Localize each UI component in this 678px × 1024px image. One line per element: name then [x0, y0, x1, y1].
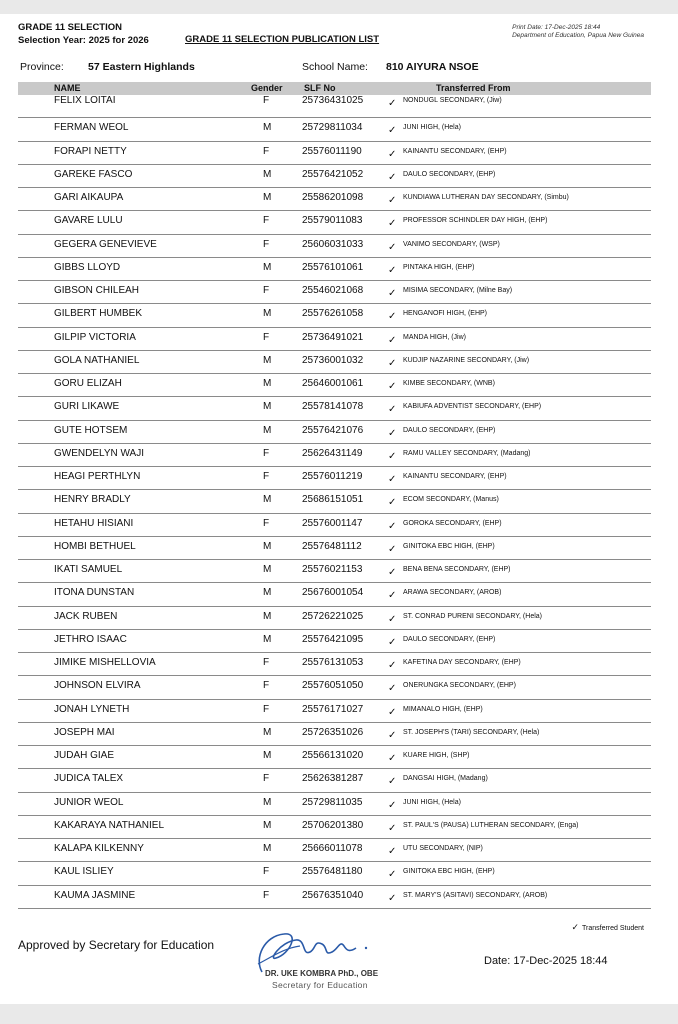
student-gender: M: [263, 633, 272, 645]
table-row: [18, 560, 651, 583]
transferred-from: RAMU VALLEY SECONDARY, (Madang): [403, 449, 531, 457]
table-row: [18, 676, 651, 699]
approval-text: Approved by Secretary for Education: [18, 938, 215, 952]
column-header-gender: Gender: [251, 83, 283, 93]
student-name: GIBSON CHILEAH: [54, 285, 140, 296]
student-gender: F: [263, 866, 270, 878]
transferred-from: VANIMO SECONDARY, (WSP): [403, 240, 500, 248]
province-value: 57 Eastern Highlands: [88, 61, 195, 73]
student-name: KALAPA KILKENNY: [54, 843, 144, 854]
slf-number: 25546021068: [302, 285, 364, 296]
slf-number: 25736491021: [302, 331, 364, 343]
student-name: JONAH LYNETH: [54, 703, 130, 715]
table-row: [18, 769, 651, 792]
approval-date: Date: 17-Dec-2025 18:44: [484, 955, 608, 967]
table-row: [18, 537, 651, 560]
checkmark-icon: ✓: [388, 148, 397, 160]
student-name: KAKARAYA NATHANIEL: [54, 819, 165, 831]
slf-number: 25576131053: [302, 657, 364, 668]
checkmark-icon: ✓: [388, 799, 397, 811]
slf-number: 25566131020: [302, 750, 364, 761]
slf-number: 25576481180: [302, 866, 363, 878]
checkmark-icon: ✓: [388, 125, 397, 137]
table-row: [18, 746, 651, 769]
table-row: [18, 467, 651, 490]
transferred-from: ST. PAUL'S (PAUSA) LUTHERAN SECONDARY, (Enga): [403, 821, 579, 829]
checkmark-icon: ✓: [388, 264, 397, 276]
slf-number: 25578141078: [302, 401, 364, 413]
column-header-slf: SLF No: [304, 83, 336, 93]
student-name: HEAGI PERTHLYN: [54, 471, 141, 482]
transferred-from: HENGANOFI HIGH, (EHP): [403, 310, 488, 318]
transferred-from: KUNDIAWA LUTHERAN DAY SECONDARY, (Simbu): [403, 194, 569, 201]
checkmark-icon: ✓: [388, 404, 397, 416]
student-gender: F: [263, 773, 270, 785]
checkmark-icon: ✓: [388, 241, 397, 253]
student-name: GEGERA GENEVIEVE: [54, 238, 157, 250]
student-gender: M: [263, 587, 272, 599]
table-row: [18, 862, 651, 885]
legend-text: Transferred Student: [582, 925, 644, 932]
slf-number: 25576261058: [302, 308, 364, 320]
selection-year-value: 2025 for 2026: [88, 35, 149, 46]
student-gender: F: [263, 703, 270, 715]
school-label: School Name:: [302, 61, 368, 73]
student-name: GAREKE FASCO: [54, 168, 133, 180]
slf-number: 25726351026: [302, 726, 364, 738]
checkmark-icon: ✓: [388, 729, 397, 741]
student-name: GUTE HOTSEM: [54, 424, 128, 436]
student-gender: M: [263, 192, 272, 203]
student-gender: F: [263, 471, 270, 482]
student-name: JIMIKE MISHELLOVIA: [54, 657, 156, 668]
student-gender: M: [263, 261, 272, 273]
checkmark-icon: ✓: [388, 660, 397, 671]
checkmark-icon: ✓: [388, 869, 397, 881]
slf-number: 25576421052: [302, 168, 364, 180]
checkmark-icon: ✓: [388, 98, 397, 109]
table-row: [18, 490, 651, 513]
transferred-from: KIMBE SECONDARY, (WNB): [403, 380, 495, 387]
checkmark-icon: ✓: [388, 357, 397, 369]
signer-name: DR. UKE KOMBRA PhD., OBE: [265, 969, 379, 978]
table-row: [18, 281, 651, 304]
slf-number: 25706201380: [302, 819, 364, 831]
student-gender: M: [263, 564, 272, 575]
checkmark-icon: ✓: [388, 171, 397, 183]
student-name: GWENDELYN WAJI: [54, 447, 145, 459]
transferred-from: ECOM SECONDARY, (Manus): [403, 496, 499, 504]
student-gender: M: [263, 308, 272, 320]
student-gender: M: [263, 796, 272, 808]
student-gender: F: [263, 680, 270, 692]
transferred-from: JUNI HIGH, (Hela): [403, 798, 461, 806]
student-name: KAUMA JASMINE: [54, 889, 136, 901]
transferred-from: MANDA HIGH, (Jiw): [403, 333, 466, 341]
transferred-from: NONDUGL SECONDARY, (Jiw): [403, 97, 502, 104]
checkmark-icon: ✓: [388, 288, 397, 299]
checkmark-icon: ✓: [388, 474, 397, 485]
student-name: HOMBI BETHUEL: [54, 540, 136, 552]
table-row: [18, 304, 651, 327]
transferred-from: DAULO SECONDARY, (EHP): [403, 426, 496, 434]
slf-number: 25586201098: [302, 192, 364, 203]
student-name: GIBBS LLOYD: [54, 261, 121, 273]
transferred-from: GINITOKA EBC HIGH, (EHP): [403, 542, 495, 550]
slf-number: 25576051050: [302, 680, 364, 692]
checkmark-icon: ✓: [388, 753, 397, 764]
checkmark-icon: ✓: [388, 381, 397, 392]
checkmark-icon: ✓: [571, 922, 579, 932]
student-name: GURI LIKAWE: [54, 401, 120, 413]
table-row: [18, 723, 651, 746]
checkmark-icon: ✓: [388, 218, 397, 230]
student-name: JACK RUBEN: [54, 610, 118, 622]
student-name: GARI AIKAUPA: [54, 192, 124, 203]
student-name: GORU ELIZAH: [54, 378, 122, 389]
publication-title: GRADE 11 SELECTION PUBLICATION LIST: [185, 34, 380, 45]
slf-number: 25576001147: [302, 517, 363, 529]
student-name: GAVARE LULU: [54, 215, 123, 227]
checkmark-icon: ✓: [388, 636, 397, 648]
student-name: KAUL ISLIEY: [54, 866, 114, 878]
student-name: FORAPI NETTY: [54, 145, 127, 157]
slf-number: 25576481112: [302, 540, 362, 552]
transferred-from: UTU SECONDARY, (NIP): [403, 845, 483, 852]
checkmark-icon: ✓: [388, 822, 397, 834]
table-row: [18, 630, 651, 653]
student-gender: M: [263, 494, 272, 506]
transferred-from: PROFESSOR SCHINDLER DAY HIGH, (EHP): [403, 217, 548, 225]
slf-number: 25736001032: [302, 354, 364, 366]
transferred-from: ST. MARY'S (ASITAVI) SECONDARY, (AROB): [403, 891, 548, 899]
table-row: [18, 142, 651, 165]
selection-year-label: Selection Year:: [18, 35, 86, 46]
table-row: [18, 165, 651, 188]
student-name: JETHRO ISAAC: [54, 633, 127, 645]
print-date: Print Date: 17-Dec-2025 18:44: [512, 24, 601, 31]
student-name: IKATI SAMUEL: [54, 564, 123, 575]
student-gender: F: [263, 215, 270, 227]
slf-number: 25579011083: [302, 215, 363, 227]
checkmark-icon: ✓: [388, 311, 397, 323]
table-row: [18, 328, 651, 351]
document-header: [18, 21, 149, 47]
student-name: JUNIOR WEOL: [54, 796, 124, 808]
slf-number: 25576421095: [302, 633, 364, 645]
student-gender: M: [263, 122, 272, 134]
slf-number: 25729811035: [302, 796, 363, 808]
checkmark-icon: ✓: [388, 543, 397, 555]
student-gender: F: [263, 331, 270, 343]
slf-number: 25626431149: [302, 447, 363, 459]
student-table: [18, 95, 651, 909]
slf-number: 25606031033: [302, 238, 364, 250]
student-gender: M: [263, 168, 272, 180]
student-name: HETAHU HISIANI: [54, 517, 134, 529]
student-gender: F: [263, 657, 270, 668]
print-info: [512, 24, 644, 40]
table-row: [18, 397, 651, 420]
checkmark-icon: ✓: [388, 427, 397, 439]
slf-number: 25576021153: [302, 564, 363, 575]
student-name: JUDICA TALEX: [54, 773, 124, 785]
transferred-from: KAFETINA DAY SECONDARY, (EHP): [403, 659, 521, 666]
student-gender: M: [263, 354, 272, 366]
student-gender: M: [263, 843, 272, 854]
department-name: Department of Education, Papua New Guinea: [512, 32, 644, 39]
student-gender: M: [263, 540, 272, 552]
table-row: [18, 653, 651, 676]
transferred-from: MIMANALO HIGH, (EHP): [403, 705, 483, 713]
slf-number: 25686151051: [302, 494, 364, 506]
table-row: [18, 258, 651, 281]
checkmark-icon: ✓: [388, 334, 397, 346]
table-row: [18, 816, 651, 839]
transferred-from: ST. CONRAD PURENI SECONDARY, (Hela): [403, 612, 542, 620]
table-row: [18, 793, 651, 816]
student-name: GILBERT HUMBEK: [54, 308, 142, 320]
transferred-from: BENA BENA SECONDARY, (EHP): [403, 566, 511, 573]
student-gender: F: [263, 447, 270, 459]
checkmark-icon: ✓: [388, 892, 397, 904]
slf-number: 25626381287: [302, 773, 364, 785]
student-gender: F: [263, 285, 270, 296]
student-gender: M: [263, 378, 272, 389]
transferred-from: KAINANTU SECONDARY, (EHP): [403, 473, 507, 480]
table-row: [18, 886, 651, 909]
student-gender: M: [263, 819, 272, 831]
slf-number: 25576171027: [302, 703, 364, 715]
checkmark-icon: ✓: [388, 846, 397, 857]
table-row: [18, 374, 651, 397]
student-gender: F: [263, 145, 270, 157]
document-page: [0, 14, 678, 1004]
transferred-from: ONERUNGKA SECONDARY, (EHP): [403, 682, 516, 690]
checkmark-icon: ✓: [388, 450, 397, 462]
slf-number: 25676001054: [302, 587, 364, 599]
transferred-from: PINTAKA HIGH, (EHP): [403, 263, 475, 271]
slf-number: 25666011078: [302, 843, 363, 854]
table-row: [18, 235, 651, 258]
student-gender: F: [263, 517, 270, 529]
school-value: 810 AIYURA NSOE: [386, 61, 479, 73]
signer-title: Secretary for Education: [272, 980, 368, 990]
table-header: [18, 82, 651, 95]
transferred-from: MISIMA SECONDARY, (Milne Bay): [403, 287, 513, 294]
slf-number: 25736431025: [302, 95, 364, 106]
table-row: [18, 351, 651, 374]
column-header-name: NAME: [54, 83, 81, 93]
table-row: [18, 700, 651, 723]
transferred-from: GINITOKA EBC HIGH, (EHP): [403, 868, 495, 876]
slf-number: 25729811034: [302, 122, 363, 134]
student-name: JOHNSON ELVIRA: [54, 680, 141, 692]
student-gender: F: [263, 889, 270, 901]
student-gender: M: [263, 610, 272, 622]
checkmark-icon: ✓: [388, 497, 397, 509]
legend: [571, 922, 644, 933]
transferred-from: DAULO SECONDARY, (EHP): [403, 170, 496, 178]
student-name: HENRY BRADLY: [54, 494, 131, 506]
transferred-from: KUDJIP NAZARINE SECONDARY, (Jiw): [403, 356, 530, 364]
transferred-from: KAINANTU SECONDARY, (EHP): [403, 147, 507, 155]
student-gender: F: [263, 95, 270, 106]
student-name: FERMAN WEOL: [54, 122, 129, 134]
slf-number: 25576421076: [302, 424, 364, 436]
student-name: GOLA NATHANIEL: [54, 354, 140, 366]
checkmark-icon: ✓: [388, 520, 397, 532]
selection-year: [18, 34, 149, 47]
table-row: [18, 839, 651, 862]
table-row: [18, 211, 651, 234]
student-gender: M: [263, 726, 272, 738]
slf-number: 25726221025: [302, 610, 364, 622]
student-gender: M: [263, 401, 272, 413]
table-row: [18, 188, 651, 211]
checkmark-icon: ✓: [388, 706, 397, 718]
transferred-from: JUNI HIGH, (Hela): [403, 124, 461, 132]
transferred-from: DAULO SECONDARY, (EHP): [403, 635, 496, 643]
transferred-from: KABIUFA ADVENTIST SECONDARY, (EHP): [403, 403, 542, 411]
table-row: [18, 118, 651, 141]
slf-number: 25576101061: [302, 261, 364, 273]
student-gender: M: [263, 424, 272, 436]
table-row: [18, 444, 651, 467]
checkmark-icon: ✓: [388, 567, 397, 578]
student-name: JOSEPH MAI: [54, 726, 115, 738]
checkmark-icon: ✓: [388, 613, 397, 625]
checkmark-icon: ✓: [388, 683, 397, 695]
student-gender: M: [263, 750, 272, 761]
transferred-from: DANGSAI HIGH, (Madang): [403, 775, 488, 783]
slf-number: 25576011190: [302, 145, 362, 157]
table-row: [18, 95, 651, 118]
transferred-from: KUARE HIGH, (SHP): [403, 752, 470, 759]
table-row: [18, 421, 651, 444]
student-gender: F: [263, 238, 270, 250]
slf-number: 25576011219: [302, 471, 363, 482]
student-name: JUDAH GIAE: [54, 750, 115, 761]
student-name: ITONA DUNSTAN: [54, 587, 135, 599]
checkmark-icon: ✓: [388, 776, 397, 788]
slf-number: 25646001061: [302, 378, 364, 389]
checkmark-icon: ✓: [388, 590, 397, 602]
table-row: [18, 583, 651, 606]
table-row: [18, 607, 651, 630]
checkmark-icon: ✓: [388, 195, 397, 206]
province-label: Province:: [20, 61, 64, 73]
transferred-from: ST. JOSEPH'S (TARI) SECONDARY, (Hela): [403, 728, 540, 736]
column-header-transferred-from: Transferred From: [436, 83, 511, 93]
transferred-from: ARAWA SECONDARY, (AROB): [403, 589, 502, 597]
table-row: [18, 514, 651, 537]
header-title: GRADE 11 SELECTION: [18, 22, 122, 33]
slf-number: 25676351040: [302, 889, 364, 901]
transferred-from: GOROKA SECONDARY, (EHP): [403, 519, 502, 527]
student-name: FELIX LOITAI: [54, 95, 116, 106]
student-name: GILPIP VICTORIA: [54, 331, 136, 343]
